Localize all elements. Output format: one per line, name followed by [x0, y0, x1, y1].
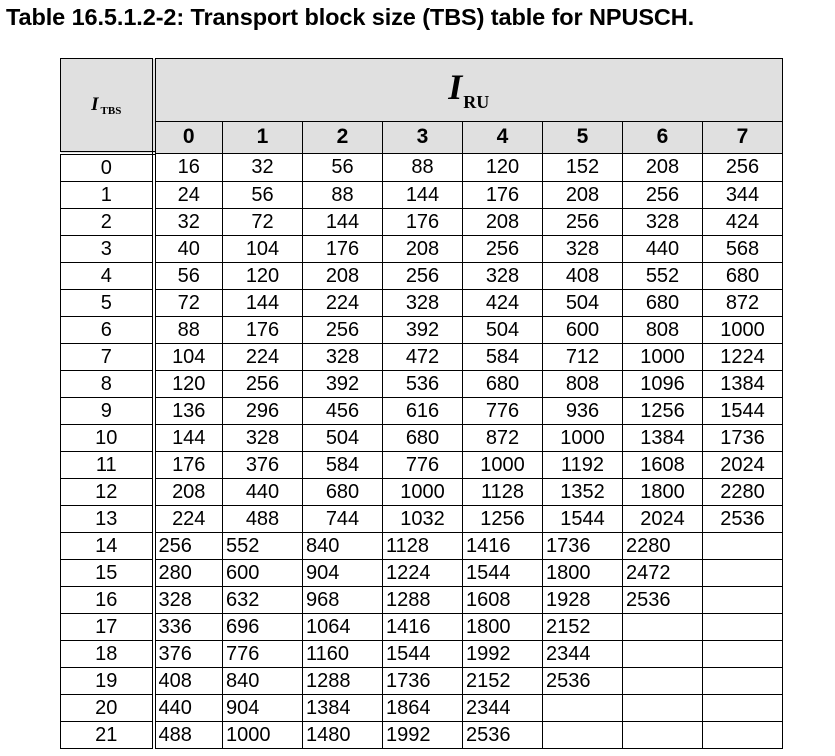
tbs-cell: 88 — [154, 317, 223, 344]
iru-subscript: RU — [463, 92, 490, 113]
tbs-cell: 776 — [463, 398, 543, 425]
tbs-cell: 504 — [543, 290, 623, 317]
tbs-cell: 120 — [463, 153, 543, 182]
tbs-cell: 256 — [383, 263, 463, 290]
tbs-cell: 1384 — [703, 371, 783, 398]
tbs-cell: 680 — [463, 371, 543, 398]
tbs-cell: 2344 — [543, 641, 623, 668]
tbs-cell: 1416 — [383, 614, 463, 641]
tbs-cell: 88 — [383, 153, 463, 182]
tbs-cell: 488 — [223, 506, 303, 533]
tbs-cell: 256 — [703, 153, 783, 182]
tbs-cell: 2280 — [703, 479, 783, 506]
tbs-cell: 712 — [543, 344, 623, 371]
tbs-cell: 1992 — [383, 722, 463, 749]
tbs-cell: 840 — [223, 668, 303, 695]
itbs-cell: 3 — [61, 236, 154, 263]
column-header-6: 6 — [623, 122, 703, 153]
tbs-cell: 32 — [223, 153, 303, 182]
tbs-cell: 176 — [223, 317, 303, 344]
tbs-cell: 872 — [463, 425, 543, 452]
tbs-cell: 208 — [154, 479, 223, 506]
tbs-cell: 144 — [303, 209, 383, 236]
table-row — [61, 641, 783, 668]
table-row — [61, 344, 783, 371]
table-row — [61, 506, 783, 533]
tbs-cell — [703, 722, 783, 749]
tbs-cell: 472 — [383, 344, 463, 371]
column-header-4: 4 — [463, 122, 543, 153]
tbs-cell: 1800 — [623, 479, 703, 506]
tbs-cell: 56 — [223, 182, 303, 209]
tbs-cell: 328 — [463, 263, 543, 290]
tbs-cell: 376 — [154, 641, 223, 668]
table-row — [61, 153, 783, 182]
itbs-cell: 16 — [61, 587, 154, 614]
tbs-cell: 552 — [223, 533, 303, 560]
tbs-cell: 536 — [383, 371, 463, 398]
tbs-cell: 256 — [223, 371, 303, 398]
table-title: Table 16.5.1.2-2: Transport block size (TBS) table for NPUSCH. — [6, 4, 695, 30]
tbs-cell: 504 — [303, 425, 383, 452]
tbs-cell: 1800 — [463, 614, 543, 641]
tbs-cell: 2024 — [623, 506, 703, 533]
tbs-cell: 568 — [703, 236, 783, 263]
tbs-cell: 328 — [303, 344, 383, 371]
tbs-cell: 392 — [303, 371, 383, 398]
iru-symbol: I — [448, 67, 463, 108]
tbs-cell: 680 — [703, 263, 783, 290]
itbs-cell: 14 — [61, 533, 154, 560]
itbs-cell: 18 — [61, 641, 154, 668]
tbs-cell: 408 — [543, 263, 623, 290]
tbs-cell: 776 — [383, 452, 463, 479]
table-row — [61, 290, 783, 317]
tbs-cell: 344 — [703, 182, 783, 209]
tbs-cell: 208 — [543, 182, 623, 209]
itbs-cell: 9 — [61, 398, 154, 425]
table-row — [61, 722, 783, 749]
tbs-cell: 72 — [154, 290, 223, 317]
tbs-cell: 616 — [383, 398, 463, 425]
table-body — [61, 153, 783, 749]
tbs-cell: 208 — [383, 236, 463, 263]
table-row — [61, 695, 783, 722]
tbs-cell: 1000 — [383, 479, 463, 506]
tbs-cell: 280 — [154, 560, 223, 587]
table-row — [61, 182, 783, 209]
tbs-cell: 296 — [223, 398, 303, 425]
itbs-cell: 0 — [61, 153, 154, 182]
tbs-cell: 1384 — [303, 695, 383, 722]
tbs-cell: 1000 — [463, 452, 543, 479]
tbs-cell: 872 — [703, 290, 783, 317]
tbs-cell: 504 — [463, 317, 543, 344]
itbs-cell: 21 — [61, 722, 154, 749]
tbs-cell: 72 — [223, 209, 303, 236]
tbs-cell: 1256 — [463, 506, 543, 533]
tbs-cell: 152 — [543, 153, 623, 182]
tbs-cell: 376 — [223, 452, 303, 479]
itbs-cell: 11 — [61, 452, 154, 479]
tbs-cell: 904 — [303, 560, 383, 587]
tbs-cell: 808 — [543, 371, 623, 398]
tbs-cell: 600 — [543, 317, 623, 344]
tbs-cell: 56 — [303, 153, 383, 182]
tbs-cell: 440 — [154, 695, 223, 722]
tbs-cell: 1192 — [543, 452, 623, 479]
column-header-0: 0 — [154, 122, 223, 153]
tbs-cell: 1736 — [703, 425, 783, 452]
tbs-cell: 328 — [543, 236, 623, 263]
tbs-cell: 1288 — [383, 587, 463, 614]
table-row — [61, 587, 783, 614]
tbs-cell: 1224 — [383, 560, 463, 587]
tbs-cell: 552 — [623, 263, 703, 290]
tbs-cell: 1000 — [623, 344, 703, 371]
tbs-cell: 1928 — [543, 587, 623, 614]
tbs-cell: 808 — [623, 317, 703, 344]
column-header-1: 1 — [223, 122, 303, 153]
itbs-cell: 15 — [61, 560, 154, 587]
tbs-cell: 1288 — [303, 668, 383, 695]
column-header-7: 7 — [703, 122, 783, 153]
table-row — [61, 398, 783, 425]
tbs-cell: 2536 — [703, 506, 783, 533]
column-header-2: 2 — [303, 122, 383, 153]
tbs-cell: 1736 — [383, 668, 463, 695]
tbs-cell — [623, 641, 703, 668]
tbs-cell — [623, 722, 703, 749]
tbs-cell: 256 — [463, 236, 543, 263]
tbs-cell: 1128 — [383, 533, 463, 560]
tbs-cell: 336 — [154, 614, 223, 641]
table-row — [61, 317, 783, 344]
tbs-cell: 2536 — [623, 587, 703, 614]
tbs-cell: 224 — [303, 290, 383, 317]
tbs-cell: 2536 — [463, 722, 543, 749]
tbs-cell: 1000 — [223, 722, 303, 749]
tbs-cell: 424 — [703, 209, 783, 236]
tbs-cell: 696 — [223, 614, 303, 641]
tbs-cell: 256 — [303, 317, 383, 344]
itbs-cell: 20 — [61, 695, 154, 722]
table-row — [61, 614, 783, 641]
tbs-cell: 1608 — [463, 587, 543, 614]
itbs-cell: 8 — [61, 371, 154, 398]
tbs-cell: 256 — [154, 533, 223, 560]
tbs-cell: 32 — [154, 209, 223, 236]
tbs-cell — [703, 668, 783, 695]
itbs-cell: 6 — [61, 317, 154, 344]
tbs-cell: 584 — [463, 344, 543, 371]
tbs-cell: 488 — [154, 722, 223, 749]
tbs-cell: 2280 — [623, 533, 703, 560]
iru-header — [154, 59, 783, 122]
tbs-cell: 224 — [223, 344, 303, 371]
tbs-cell: 176 — [303, 236, 383, 263]
itbs-cell: 1 — [61, 182, 154, 209]
tbs-cell: 2472 — [623, 560, 703, 587]
tbs-cell: 680 — [383, 425, 463, 452]
tbs-cell: 680 — [623, 290, 703, 317]
tbs-cell: 1544 — [383, 641, 463, 668]
tbs-cell: 1128 — [463, 479, 543, 506]
tbs-cell: 208 — [303, 263, 383, 290]
tbs-cell: 776 — [223, 641, 303, 668]
tbs-cell: 256 — [543, 209, 623, 236]
tbs-cell: 144 — [154, 425, 223, 452]
tbs-cell: 88 — [303, 182, 383, 209]
tbs-cell: 392 — [383, 317, 463, 344]
tbs-cell: 328 — [223, 425, 303, 452]
itbs-cell: 10 — [61, 425, 154, 452]
tbs-cell: 680 — [303, 479, 383, 506]
tbs-cell: 1256 — [623, 398, 703, 425]
table-row — [61, 479, 783, 506]
itbs-cell: 12 — [61, 479, 154, 506]
tbs-cell — [623, 668, 703, 695]
tbs-cell: 208 — [623, 153, 703, 182]
tbs-cell: 968 — [303, 587, 383, 614]
tbs-cell — [703, 533, 783, 560]
tbs-table — [60, 58, 783, 749]
tbs-cell: 1000 — [543, 425, 623, 452]
tbs-cell: 600 — [223, 560, 303, 587]
tbs-cell: 1160 — [303, 641, 383, 668]
tbs-cell: 24 — [154, 182, 223, 209]
itbs-header — [61, 59, 154, 154]
tbs-cell: 2536 — [543, 668, 623, 695]
table-row — [61, 209, 783, 236]
tbs-cell: 1384 — [623, 425, 703, 452]
tbs-cell: 104 — [223, 236, 303, 263]
tbs-cell — [703, 614, 783, 641]
tbs-cell: 744 — [303, 506, 383, 533]
tbs-cell: 424 — [463, 290, 543, 317]
tbs-cell: 440 — [223, 479, 303, 506]
tbs-cell: 2152 — [463, 668, 543, 695]
itbs-cell: 13 — [61, 506, 154, 533]
itbs-cell: 5 — [61, 290, 154, 317]
tbs-cell: 56 — [154, 263, 223, 290]
table-row — [61, 236, 783, 263]
tbs-cell: 456 — [303, 398, 383, 425]
tbs-cell: 144 — [383, 182, 463, 209]
tbs-cell: 584 — [303, 452, 383, 479]
tbs-cell: 208 — [463, 209, 543, 236]
tbs-cell: 16 — [154, 153, 223, 182]
tbs-cell: 176 — [154, 452, 223, 479]
tbs-cell: 1480 — [303, 722, 383, 749]
tbs-cell: 1064 — [303, 614, 383, 641]
itbs-cell: 19 — [61, 668, 154, 695]
tbs-cell: 40 — [154, 236, 223, 263]
tbs-cell: 1608 — [623, 452, 703, 479]
tbs-cell: 176 — [383, 209, 463, 236]
tbs-cell: 440 — [623, 236, 703, 263]
tbs-cell: 224 — [154, 506, 223, 533]
tbs-cell: 256 — [623, 182, 703, 209]
tbs-cell — [543, 695, 623, 722]
itbs-cell: 7 — [61, 344, 154, 371]
tbs-cell — [543, 722, 623, 749]
tbs-cell: 936 — [543, 398, 623, 425]
tbs-cell: 144 — [223, 290, 303, 317]
tbs-cell: 1000 — [703, 317, 783, 344]
table-row — [61, 452, 783, 479]
tbs-cell: 1416 — [463, 533, 543, 560]
table-row — [61, 560, 783, 587]
tbs-cell: 408 — [154, 668, 223, 695]
itbs-cell: 2 — [61, 209, 154, 236]
table-row — [61, 371, 783, 398]
column-header-5: 5 — [543, 122, 623, 153]
tbs-cell: 120 — [154, 371, 223, 398]
tbs-cell: 2152 — [543, 614, 623, 641]
tbs-cell: 1544 — [703, 398, 783, 425]
table-row — [61, 668, 783, 695]
tbs-cell: 328 — [154, 587, 223, 614]
tbs-cell — [703, 641, 783, 668]
itbs-symbol: I — [91, 94, 99, 115]
tbs-cell: 1992 — [463, 641, 543, 668]
tbs-cell: 1864 — [383, 695, 463, 722]
table-row — [61, 425, 783, 452]
tbs-cell: 104 — [154, 344, 223, 371]
tbs-cell — [703, 560, 783, 587]
column-header-row — [61, 122, 783, 153]
tbs-cell — [703, 695, 783, 722]
itbs-cell: 4 — [61, 263, 154, 290]
table-row — [61, 533, 783, 560]
tbs-cell: 1224 — [703, 344, 783, 371]
tbs-cell: 1544 — [543, 506, 623, 533]
tbs-cell: 2344 — [463, 695, 543, 722]
tbs-cell: 120 — [223, 263, 303, 290]
tbs-cell — [623, 695, 703, 722]
tbs-cell: 840 — [303, 533, 383, 560]
tbs-cell: 2024 — [703, 452, 783, 479]
itbs-cell: 17 — [61, 614, 154, 641]
tbs-cell: 136 — [154, 398, 223, 425]
tbs-cell: 1096 — [623, 371, 703, 398]
tbs-cell: 176 — [463, 182, 543, 209]
tbs-cell — [703, 587, 783, 614]
table-row — [61, 263, 783, 290]
tbs-cell: 632 — [223, 587, 303, 614]
column-header-3: 3 — [383, 122, 463, 153]
tbs-cell: 1544 — [463, 560, 543, 587]
tbs-cell: 328 — [623, 209, 703, 236]
tbs-cell — [623, 614, 703, 641]
tbs-cell: 328 — [383, 290, 463, 317]
itbs-subscript: TBS — [100, 105, 122, 117]
tbs-cell: 1800 — [543, 560, 623, 587]
tbs-cell: 1032 — [383, 506, 463, 533]
tbs-cell: 904 — [223, 695, 303, 722]
tbs-cell: 1352 — [543, 479, 623, 506]
tbs-cell: 1736 — [543, 533, 623, 560]
